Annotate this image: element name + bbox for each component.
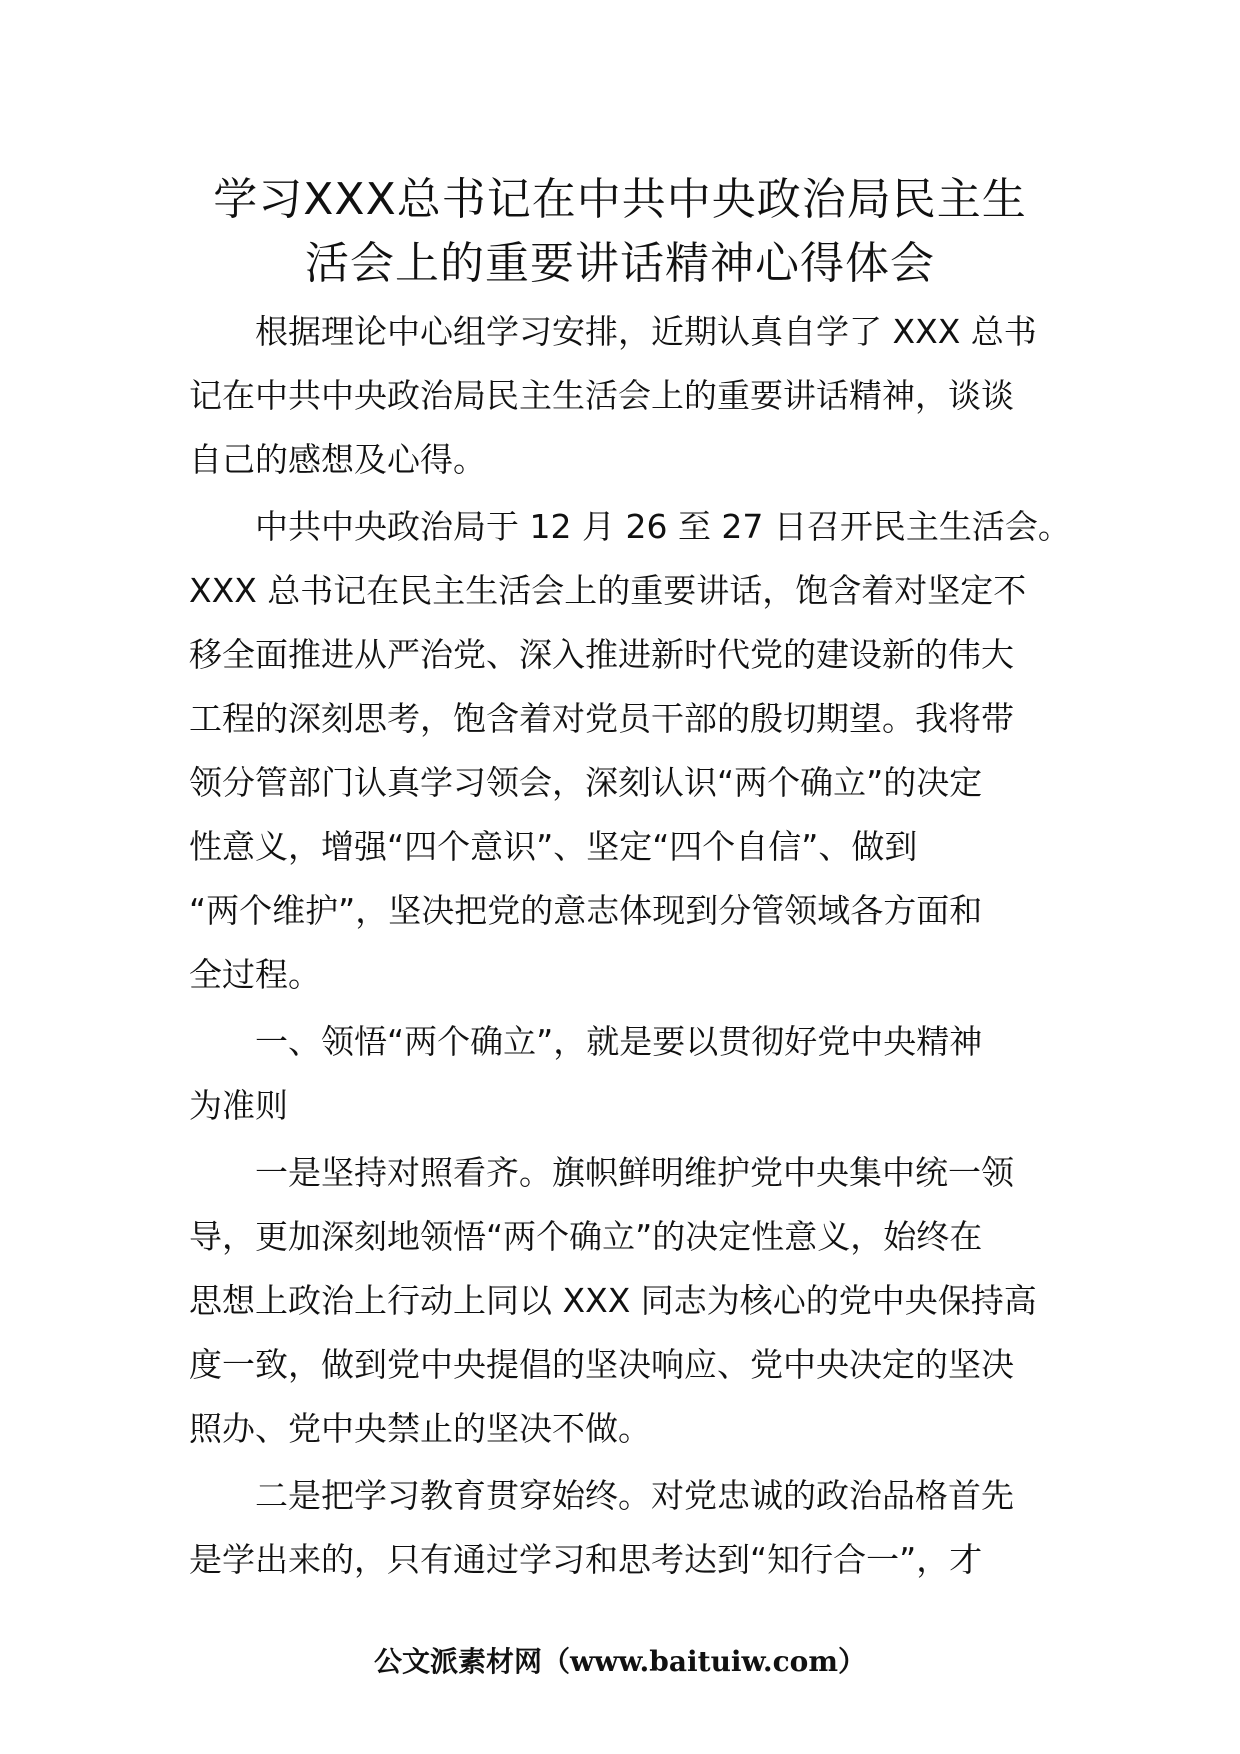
paragraph-line: “两个维护”，坚决把党的意志体现到分管领域各方面和 bbox=[189, 891, 983, 930]
paragraph-line: 是学出来的，只有通过学习和思考达到“知行合一”，才 bbox=[189, 1540, 983, 1579]
title-line: 活会上的重要讲话精神心得体会 bbox=[305, 238, 935, 289]
paragraph-line: 思想上政治上行动上同以 XXX 同志为核心的党中央保持高 bbox=[189, 1281, 1037, 1320]
paragraph-line: 记在中共中央政治局民主生活会上的重要讲话精神，谈谈 bbox=[189, 376, 1014, 415]
title-line: 学习XXX总书记在中共中央政治局民主生 bbox=[213, 174, 1027, 225]
paragraph-line: 根据理论中心组学习安排，近期认真自学了 XXX 总书 bbox=[255, 312, 1037, 351]
paragraph-line: 度一致，做到党中央提倡的坚决响应、党中央决定的坚决 bbox=[189, 1345, 1014, 1384]
paragraph-intro bbox=[189, 300, 1059, 492]
paragraph-line: 导，更加深刻地领悟“两个确立”的决定性意义，始终在 bbox=[189, 1217, 983, 1256]
paragraph-line: XXX 总书记在民主生活会上的重要讲话，饱含着对坚定不 bbox=[189, 571, 1027, 610]
paragraph-line: 工程的深刻思考，饱含着对党员干部的殷切期望。我将带 bbox=[189, 699, 1014, 738]
paragraph-line: 二是把学习教育贯穿始终。对党忠诚的政治品格首先 bbox=[255, 1476, 1014, 1515]
paragraph-meeting bbox=[189, 495, 1071, 1007]
heading-line: 为准则 bbox=[189, 1086, 288, 1125]
document-title bbox=[150, 168, 1090, 296]
paragraph-line: 移全面推进从严治党、深入推进新时代党的建设新的伟大 bbox=[189, 635, 1014, 674]
paragraph-line: 领分管部门认真学习领会，深刻认识“两个确立”的决定 bbox=[189, 763, 983, 802]
footer-watermark: 公文派素材网（www.baituiw.com） bbox=[374, 1645, 866, 1678]
paragraph-line: 一是坚持对照看齐。旗帜鲜明维护党中央集中统一领 bbox=[255, 1153, 1014, 1192]
paragraph-point-2 bbox=[189, 1464, 1059, 1592]
paragraph-line: 性意义，增强“四个意识”、坚定“四个自信”、做到 bbox=[189, 827, 918, 866]
paragraph-point-1 bbox=[189, 1141, 1059, 1461]
section-heading-1 bbox=[189, 1010, 1059, 1138]
paragraph-line: 照办、党中央禁止的坚决不做。 bbox=[189, 1409, 651, 1448]
paragraph-line: 中共中央政治局于 12 月 26 至 27 日召开民主生活会。 bbox=[255, 507, 1071, 546]
paragraph-line: 全过程。 bbox=[189, 955, 321, 994]
document-body bbox=[189, 300, 1071, 1592]
heading-line: 一、领悟“两个确立”，就是要以贯彻好党中央精神 bbox=[255, 1022, 983, 1061]
paragraph-line: 自己的感想及心得。 bbox=[189, 440, 486, 479]
